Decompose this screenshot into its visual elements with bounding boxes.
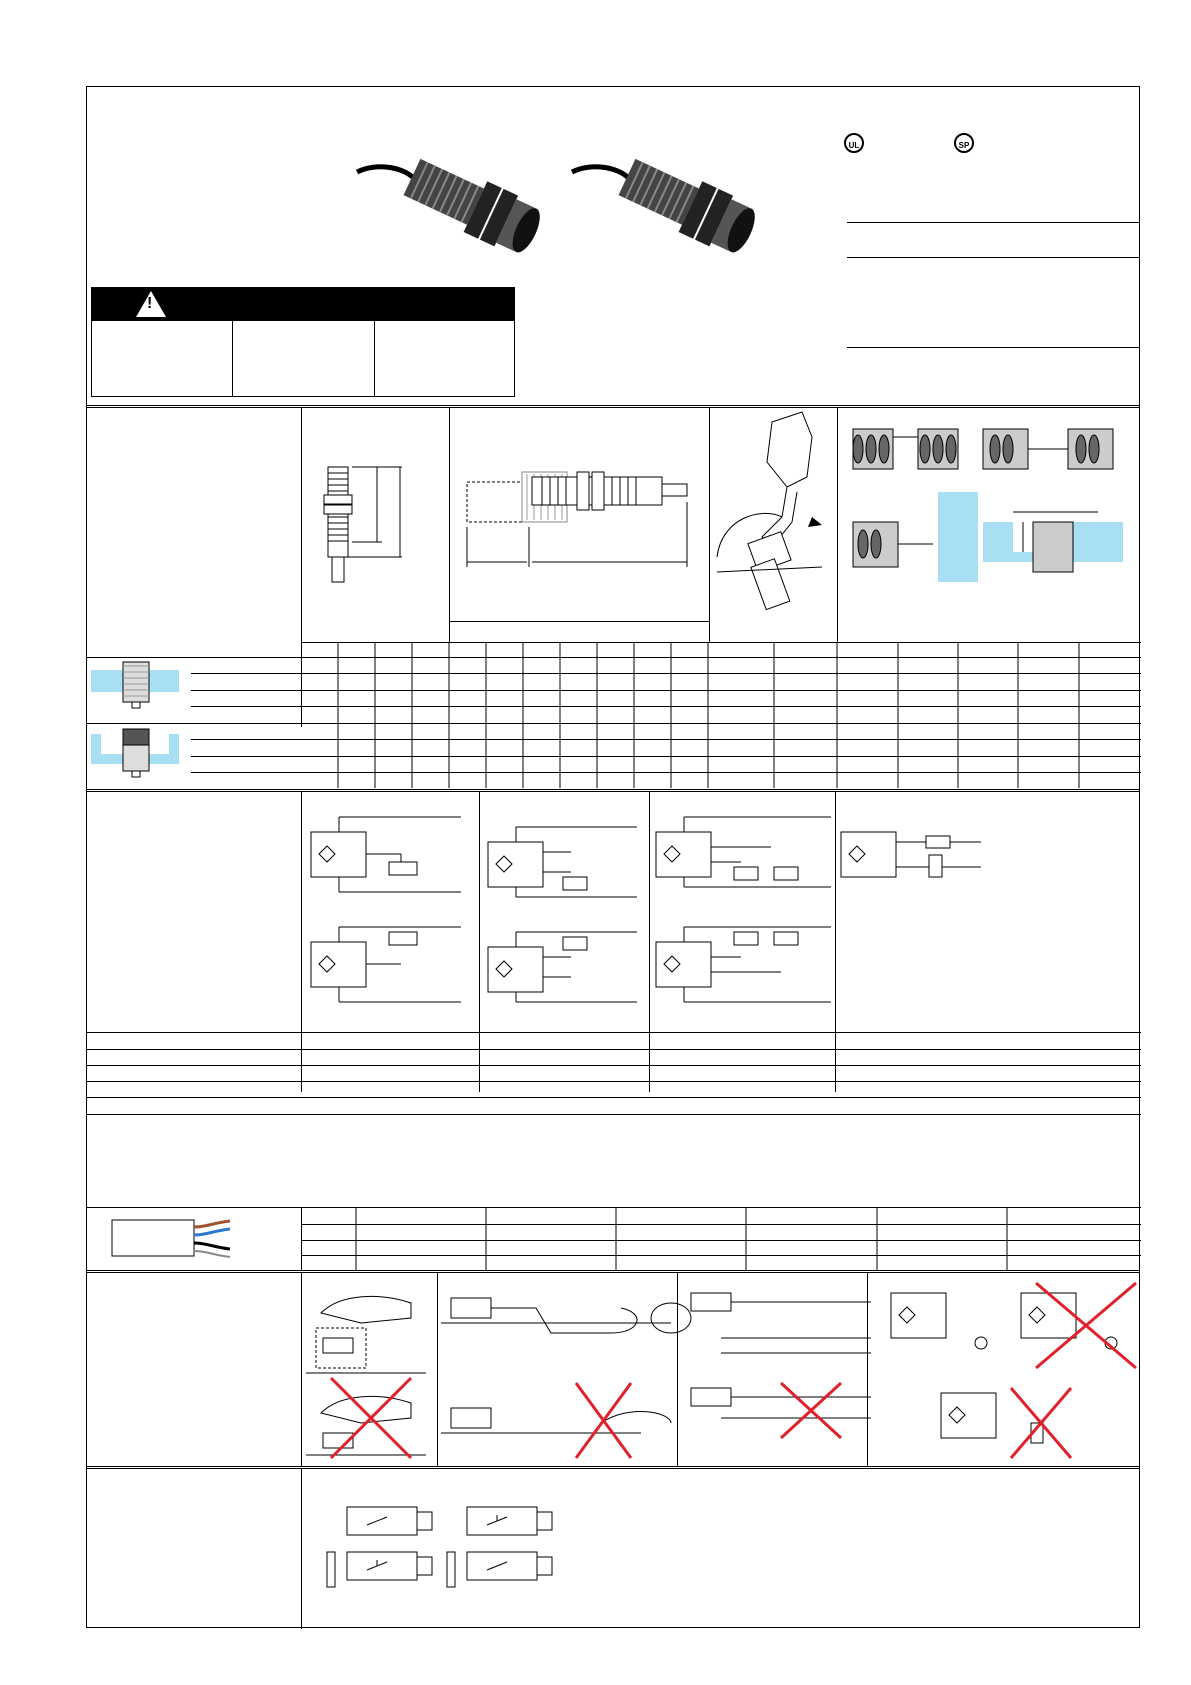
column-divider — [449, 407, 450, 642]
table-line — [87, 1049, 1141, 1050]
table-line — [87, 1097, 1141, 1098]
warning-bar — [92, 288, 514, 321]
warning-divider — [374, 321, 375, 397]
column-divider — [837, 407, 838, 642]
table-columns — [301, 642, 1141, 788]
mounting-icon — [843, 417, 1139, 587]
warning-divider — [232, 321, 233, 397]
csa-icon: SP — [954, 133, 974, 153]
table-line — [87, 1081, 1141, 1082]
dimension-drawing — [312, 467, 422, 587]
cable-table-columns — [301, 1207, 1141, 1270]
warning-box — [91, 287, 515, 397]
table-line — [87, 1065, 1141, 1066]
divider — [847, 257, 1139, 258]
non-flush-mount-icon — [91, 729, 181, 779]
precaution-drawings — [301, 1273, 1141, 1466]
flush-mount-icon — [91, 662, 181, 712]
table-line — [87, 1032, 1141, 1033]
wrench-icon — [712, 407, 832, 617]
wiring-diagram-icon — [301, 792, 1141, 1032]
column-divider — [301, 1469, 302, 1629]
divider — [449, 621, 709, 622]
sensor-length-drawing — [462, 472, 702, 582]
warning-icon — [136, 291, 166, 317]
cable-icon — [112, 1215, 242, 1260]
switch-symbol-icon — [327, 1507, 557, 1597]
ul-icon: UL — [844, 133, 864, 153]
instruction-sheet — [86, 86, 1140, 1628]
section-divider — [87, 405, 1139, 408]
divider — [847, 222, 1139, 223]
table-line — [87, 1114, 1141, 1115]
column-divider — [709, 407, 710, 642]
sensor-photo-icon — [357, 157, 807, 267]
warning-symbol: ! — [147, 295, 153, 312]
section-divider — [87, 1466, 1139, 1469]
divider — [847, 347, 1139, 348]
